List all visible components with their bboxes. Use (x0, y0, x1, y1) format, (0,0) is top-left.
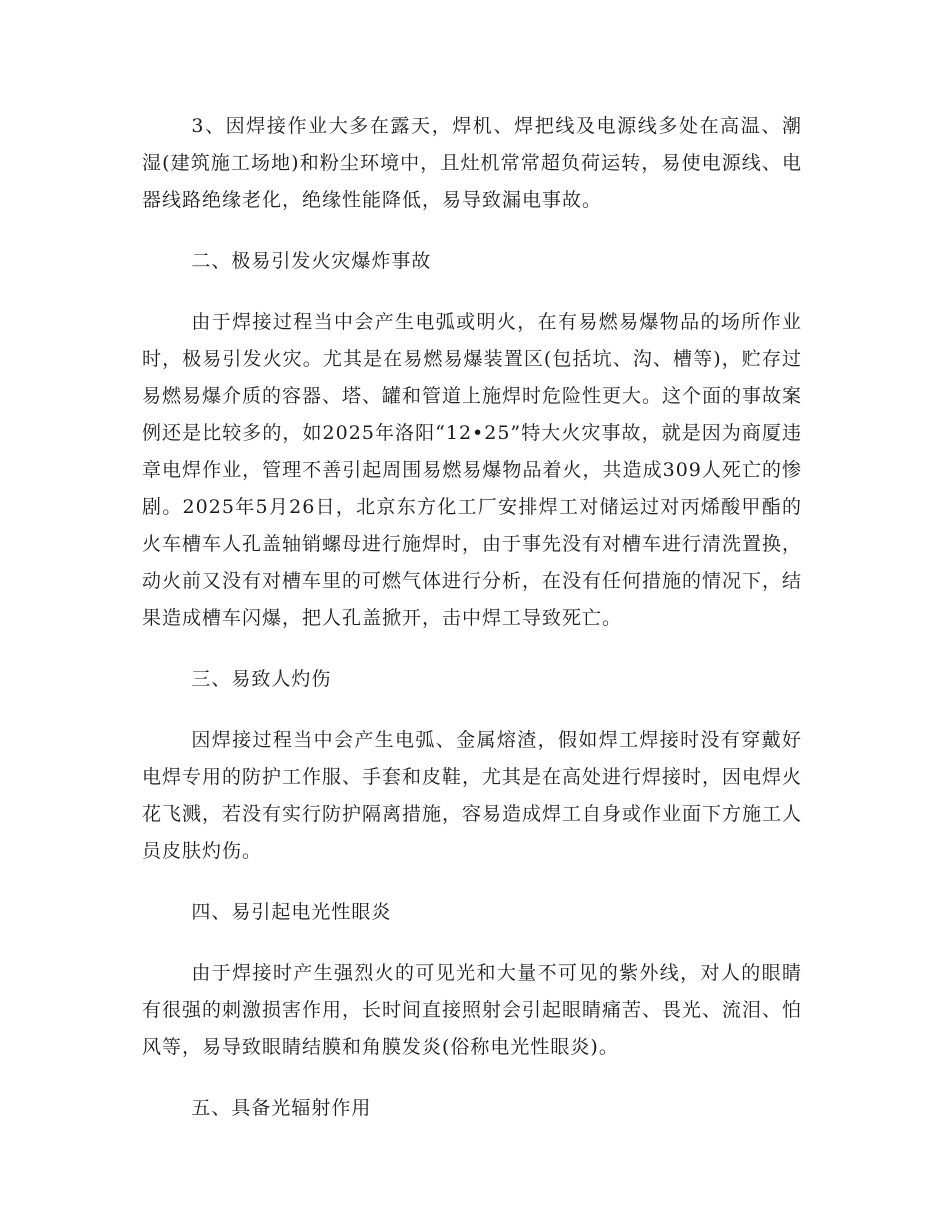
paragraph-leakage-cause: 3、因焊接作业大多在露天，焊机、焊把线及电源线多处在高温、潮湿(建筑施工场地)和粉尘环境中，且灶机常常超负荷运转，易使电源线、电器线路绝缘老化，绝缘性能降低，易导致漏电事故。 (142, 115, 802, 211)
paragraph-electro-ophthalmia: 由于焊接时产生强烈火的可见光和大量不可见的紫外线，对人的眼睛有很强的刺激损害作用，长时间直接照射会引起眼睛痛苦、畏光、流泪、怕风等，易导致眼睛结膜和角膜发炎(俗称电光性眼炎)。 (142, 962, 803, 1058)
paragraph-burns: 因焊接过程当中会产生电弧、金属熔渣，假如焊工焊接时没有穿戴好电焊专用的防护工作服、手套和皮鞋，尤其是在高处进行焊接时，因电焊火花飞溅，若没有实行防护隔离措施，容易造成焊工自身或作业面下方施工人员皮肤灼伤。 (142, 729, 803, 862)
paragraph-fire-explosion: 由于焊接过程当中会产生电弧或明火，在有易燃易爆物品的场所作业时，极易引发火灾。尤其是在易燃易爆装置区(包括坑、沟、槽等)，贮存过易燃易爆介质的容器、塔、罐和管道上施焊时危险性更大。这个面的事故案例还是比较多的，如2025年洛阳“12•25”特大火灾事故，就是因为商厦违章电焊作业，管理不善引起周围易燃易爆物品着火，共造成309人死亡的惨剧。2025年5月26日，北京东方化工厂安排焊工对储运过对丙烯酸甲酯的火车槽车人孔盖轴销螺母进行施焊时，由于事先没有对槽车进行清洗置换，动火前又没有对槽车里的可燃气体进行分析，在没有任何措施的情况下，结果造成槽车闪爆，把人孔盖掀开，击中焊工导致死亡。 (142, 311, 803, 629)
heading-electro-ophthalmia: 四、易引起电光性眼炎 (191, 901, 392, 923)
heading-fire-explosion: 二、极易引发火灾爆炸事故 (191, 250, 432, 272)
heading-light-radiation: 五、具备光辐射作用 (191, 1097, 372, 1119)
document-body (142, 108, 802, 1151)
heading-burns: 三、易致人灼伤 (191, 668, 332, 690)
